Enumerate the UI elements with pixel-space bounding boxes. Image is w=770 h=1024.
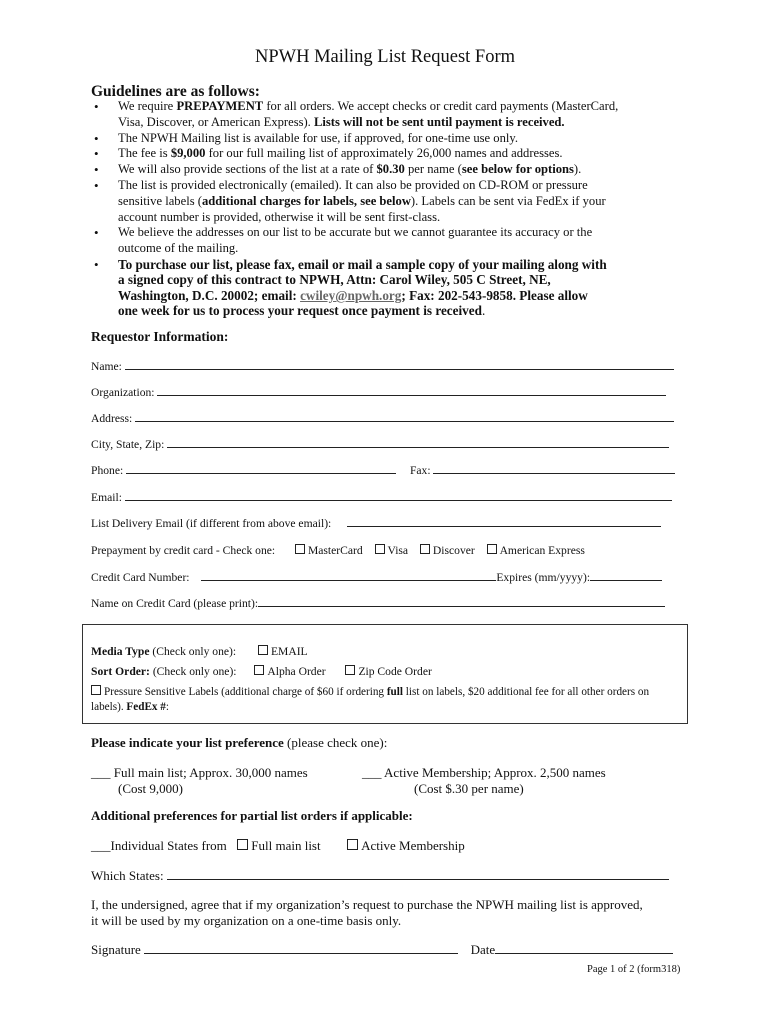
active-membership-checkbox[interactable] xyxy=(347,839,358,850)
american-express-checkbox[interactable] xyxy=(487,544,497,554)
agreement-line-2: it will be used by my organization on a one-time basis only. xyxy=(91,912,402,928)
guideline-accuracy xyxy=(92,225,692,257)
fax-field[interactable] xyxy=(433,464,675,474)
fedex-label: FedEx # xyxy=(126,701,166,713)
alpha-order-label: Alpha Order xyxy=(267,665,326,678)
media-type-hint: (Check only one): xyxy=(149,645,237,658)
discover-checkbox[interactable] xyxy=(420,544,430,554)
page-footer: Page 1 of 2 (form318) xyxy=(587,964,681,975)
guideline-bold: Lists will not be sent until payment is received. xyxy=(313,114,565,129)
email-field[interactable] xyxy=(125,491,672,501)
guideline-prepayment xyxy=(92,99,692,131)
additional-heading: Additional preferences for partial list orders if applicable: xyxy=(91,808,413,823)
signature-label: Signature xyxy=(91,942,141,957)
prepayment-row xyxy=(91,544,585,557)
sort-order-row xyxy=(91,665,432,678)
zip-code-order-checkbox[interactable] xyxy=(345,665,355,675)
guidelines-heading: Guidelines are as follows: xyxy=(91,83,260,100)
name-on-card-field[interactable] xyxy=(258,597,665,607)
guideline-text: for our full mailing list of approximately 26,000 names and addresses. xyxy=(205,146,563,161)
guideline-text: for all orders. We accept checks or credit card payments (MasterCard, xyxy=(263,99,619,113)
alpha-order-checkbox[interactable] xyxy=(254,665,264,675)
guideline-text: sensitive labels ( xyxy=(118,193,202,208)
guidelines-list xyxy=(92,99,692,319)
fax-label: Fax: xyxy=(409,464,431,477)
active-membership-partial-label: Active Membership xyxy=(361,838,465,853)
guideline-text: We will also provide sections of the list at a rate of xyxy=(118,162,377,177)
mastercard-label: MasterCard xyxy=(307,544,363,557)
name-on-card-label: Name on Credit Card (please print): xyxy=(91,597,259,610)
guideline-bold: ; Fax: 202-543-9858. Please allow xyxy=(401,287,588,303)
labels-text: orders on labels). xyxy=(91,686,650,713)
guideline-text: The fee is xyxy=(118,146,171,161)
preference-heading-row xyxy=(91,735,387,751)
guideline-text: . xyxy=(481,303,486,319)
guideline-bold: To purchase our list, please fax, email or mail a sample copy of your mailing along with xyxy=(118,256,607,272)
media-type-row xyxy=(91,645,308,658)
sort-order-label: Sort Order: xyxy=(91,665,150,678)
full-main-list-checkbox[interactable] xyxy=(237,839,248,850)
guideline-text: ). Labels can be sent via FedEx if your xyxy=(410,193,606,208)
guideline-bold: PREPAYMENT xyxy=(176,99,264,113)
which-states-field[interactable] xyxy=(167,870,669,880)
guideline-text: We require xyxy=(118,99,177,113)
address-label: Address: xyxy=(91,412,133,425)
date-field[interactable] xyxy=(495,944,673,954)
labels-row xyxy=(91,685,681,715)
discover-label: Discover xyxy=(432,544,475,557)
sort-order-hint: (Check only one): xyxy=(149,665,237,678)
full-list-cost: (Cost 9,000) xyxy=(118,780,183,796)
organization-label: Organization: xyxy=(91,386,155,399)
guideline-text: ). xyxy=(573,162,582,177)
agreement-text xyxy=(91,897,643,928)
guideline-fee xyxy=(92,146,692,162)
email-media-label: EMAIL xyxy=(270,645,308,658)
full-list-blank[interactable]: ___ xyxy=(91,765,114,780)
individual-states-label: Individual States from xyxy=(110,838,227,853)
fedex-colon: : xyxy=(165,701,169,713)
visa-label: Visa xyxy=(387,544,409,557)
which-states-row xyxy=(91,868,669,884)
visa-checkbox[interactable] xyxy=(375,544,385,554)
guideline-delivery xyxy=(92,178,692,225)
full-main-list-label: Full main list xyxy=(251,838,321,853)
individual-states-row xyxy=(91,838,465,854)
prepayment-label: Prepayment by credit card - Check one: xyxy=(91,544,276,557)
which-states-label: Which States: xyxy=(91,868,164,883)
signature-field[interactable] xyxy=(144,944,458,954)
guideline-purchase xyxy=(92,257,692,319)
name-label: Name: xyxy=(91,360,122,373)
email-label: Email: xyxy=(91,491,122,504)
guideline-text: account number is provided, otherwise it will be sent first-class. xyxy=(118,209,441,224)
credit-card-row xyxy=(91,571,662,584)
guideline-text: The list is provided electronically (emailed). It can also be provided on CD-ROM or pressure xyxy=(118,177,588,192)
guideline-text: per name ( xyxy=(404,162,462,177)
media-options-box xyxy=(82,624,688,724)
organization-row xyxy=(91,386,666,399)
address-field[interactable] xyxy=(135,412,674,422)
guideline-bold: Washington, D.C. 20002; email: xyxy=(118,287,301,303)
guideline-bold: a signed copy of this contract to NPWH, Attn: Carol Wiley, 505 C Street, NE, xyxy=(118,272,551,288)
mastercard-checkbox[interactable] xyxy=(295,544,305,554)
american-express-label: American Express xyxy=(499,544,585,557)
phone-field[interactable] xyxy=(126,464,396,474)
active-membership-cost: (Cost $.30 per name) xyxy=(414,780,524,796)
guideline-text: Visa, Discover, or American Express). xyxy=(118,114,314,129)
name-field[interactable] xyxy=(125,360,674,370)
guideline-text: outcome of the mailing. xyxy=(118,241,239,256)
individual-states-blank[interactable]: ___ xyxy=(91,838,111,853)
delivery-email-label: List Delivery Email (if different from above email): xyxy=(91,517,332,530)
date-label: Date xyxy=(470,942,496,957)
full-list-label: Full main list; Approx. 30,000 names xyxy=(113,765,308,780)
name-row xyxy=(91,360,674,373)
guideline-bold: $9,000 xyxy=(170,146,206,161)
expires-label: Expires (mm/yyyy): xyxy=(496,571,591,584)
name-on-card-row xyxy=(91,597,665,610)
preference-hint: (please check one): xyxy=(283,735,388,750)
active-membership-option[interactable] xyxy=(362,765,606,796)
active-membership-blank[interactable]: ___ xyxy=(362,765,385,780)
delivery-email-row xyxy=(91,517,661,530)
active-membership-label: Active Membership; Approx. 2,500 names xyxy=(384,765,606,780)
guideline-bold: $0.30 xyxy=(376,162,405,177)
organization-field[interactable] xyxy=(157,386,666,396)
email-link[interactable]: cwiley@npwh.org xyxy=(300,287,402,303)
credit-card-number-field[interactable] xyxy=(201,571,496,581)
full-list-option[interactable] xyxy=(91,765,308,796)
labels-text: list on labels, $20 additional fee for all other xyxy=(403,686,605,698)
guideline-bold: additional charges for labels, see below xyxy=(201,193,411,208)
address-row xyxy=(91,412,674,425)
labels-full: full xyxy=(386,686,403,698)
phone-label: Phone: xyxy=(91,464,124,477)
preference-heading: Please indicate your list preference xyxy=(91,735,284,750)
zip-code-order-label: Zip Code Order xyxy=(358,665,432,678)
phone-fax-row xyxy=(91,464,675,477)
credit-card-number-label: Credit Card Number: xyxy=(91,571,190,584)
agreement-line-1: I, the undersigned, agree that if my organization’s request to purchase the NPWH mailing list is approved, xyxy=(91,897,643,912)
email-row xyxy=(91,491,672,504)
signature-row xyxy=(91,942,673,958)
guideline-bold: see below for options xyxy=(461,162,574,177)
city-state-zip-field[interactable] xyxy=(167,438,669,448)
city-state-zip-label: City, State, Zip: xyxy=(91,438,165,451)
guideline-text: We believe the addresses on our list to be accurate but we cannot guarantee its accuracy or the xyxy=(118,225,593,240)
requestor-heading: Requestor Information: xyxy=(91,329,229,344)
email-media-checkbox[interactable] xyxy=(258,645,268,655)
guideline-bold: one week for us to process your request once payment is received xyxy=(118,303,482,319)
delivery-email-field[interactable] xyxy=(347,517,661,527)
media-type-label: Media Type xyxy=(91,645,150,658)
guideline-text: The NPWH Mailing list is available for use, if approved, for one-time use only. xyxy=(118,130,518,145)
guideline-one-time xyxy=(92,131,692,147)
expires-field[interactable] xyxy=(590,571,662,581)
labels-text: Pressure Sensitive Labels (additional charge of $60 if ordering xyxy=(104,686,387,698)
guideline-sections xyxy=(92,162,692,178)
pressure-labels-checkbox[interactable] xyxy=(91,685,101,695)
page-title: NPWH Mailing List Request Form xyxy=(254,47,516,67)
city-row xyxy=(91,438,669,451)
